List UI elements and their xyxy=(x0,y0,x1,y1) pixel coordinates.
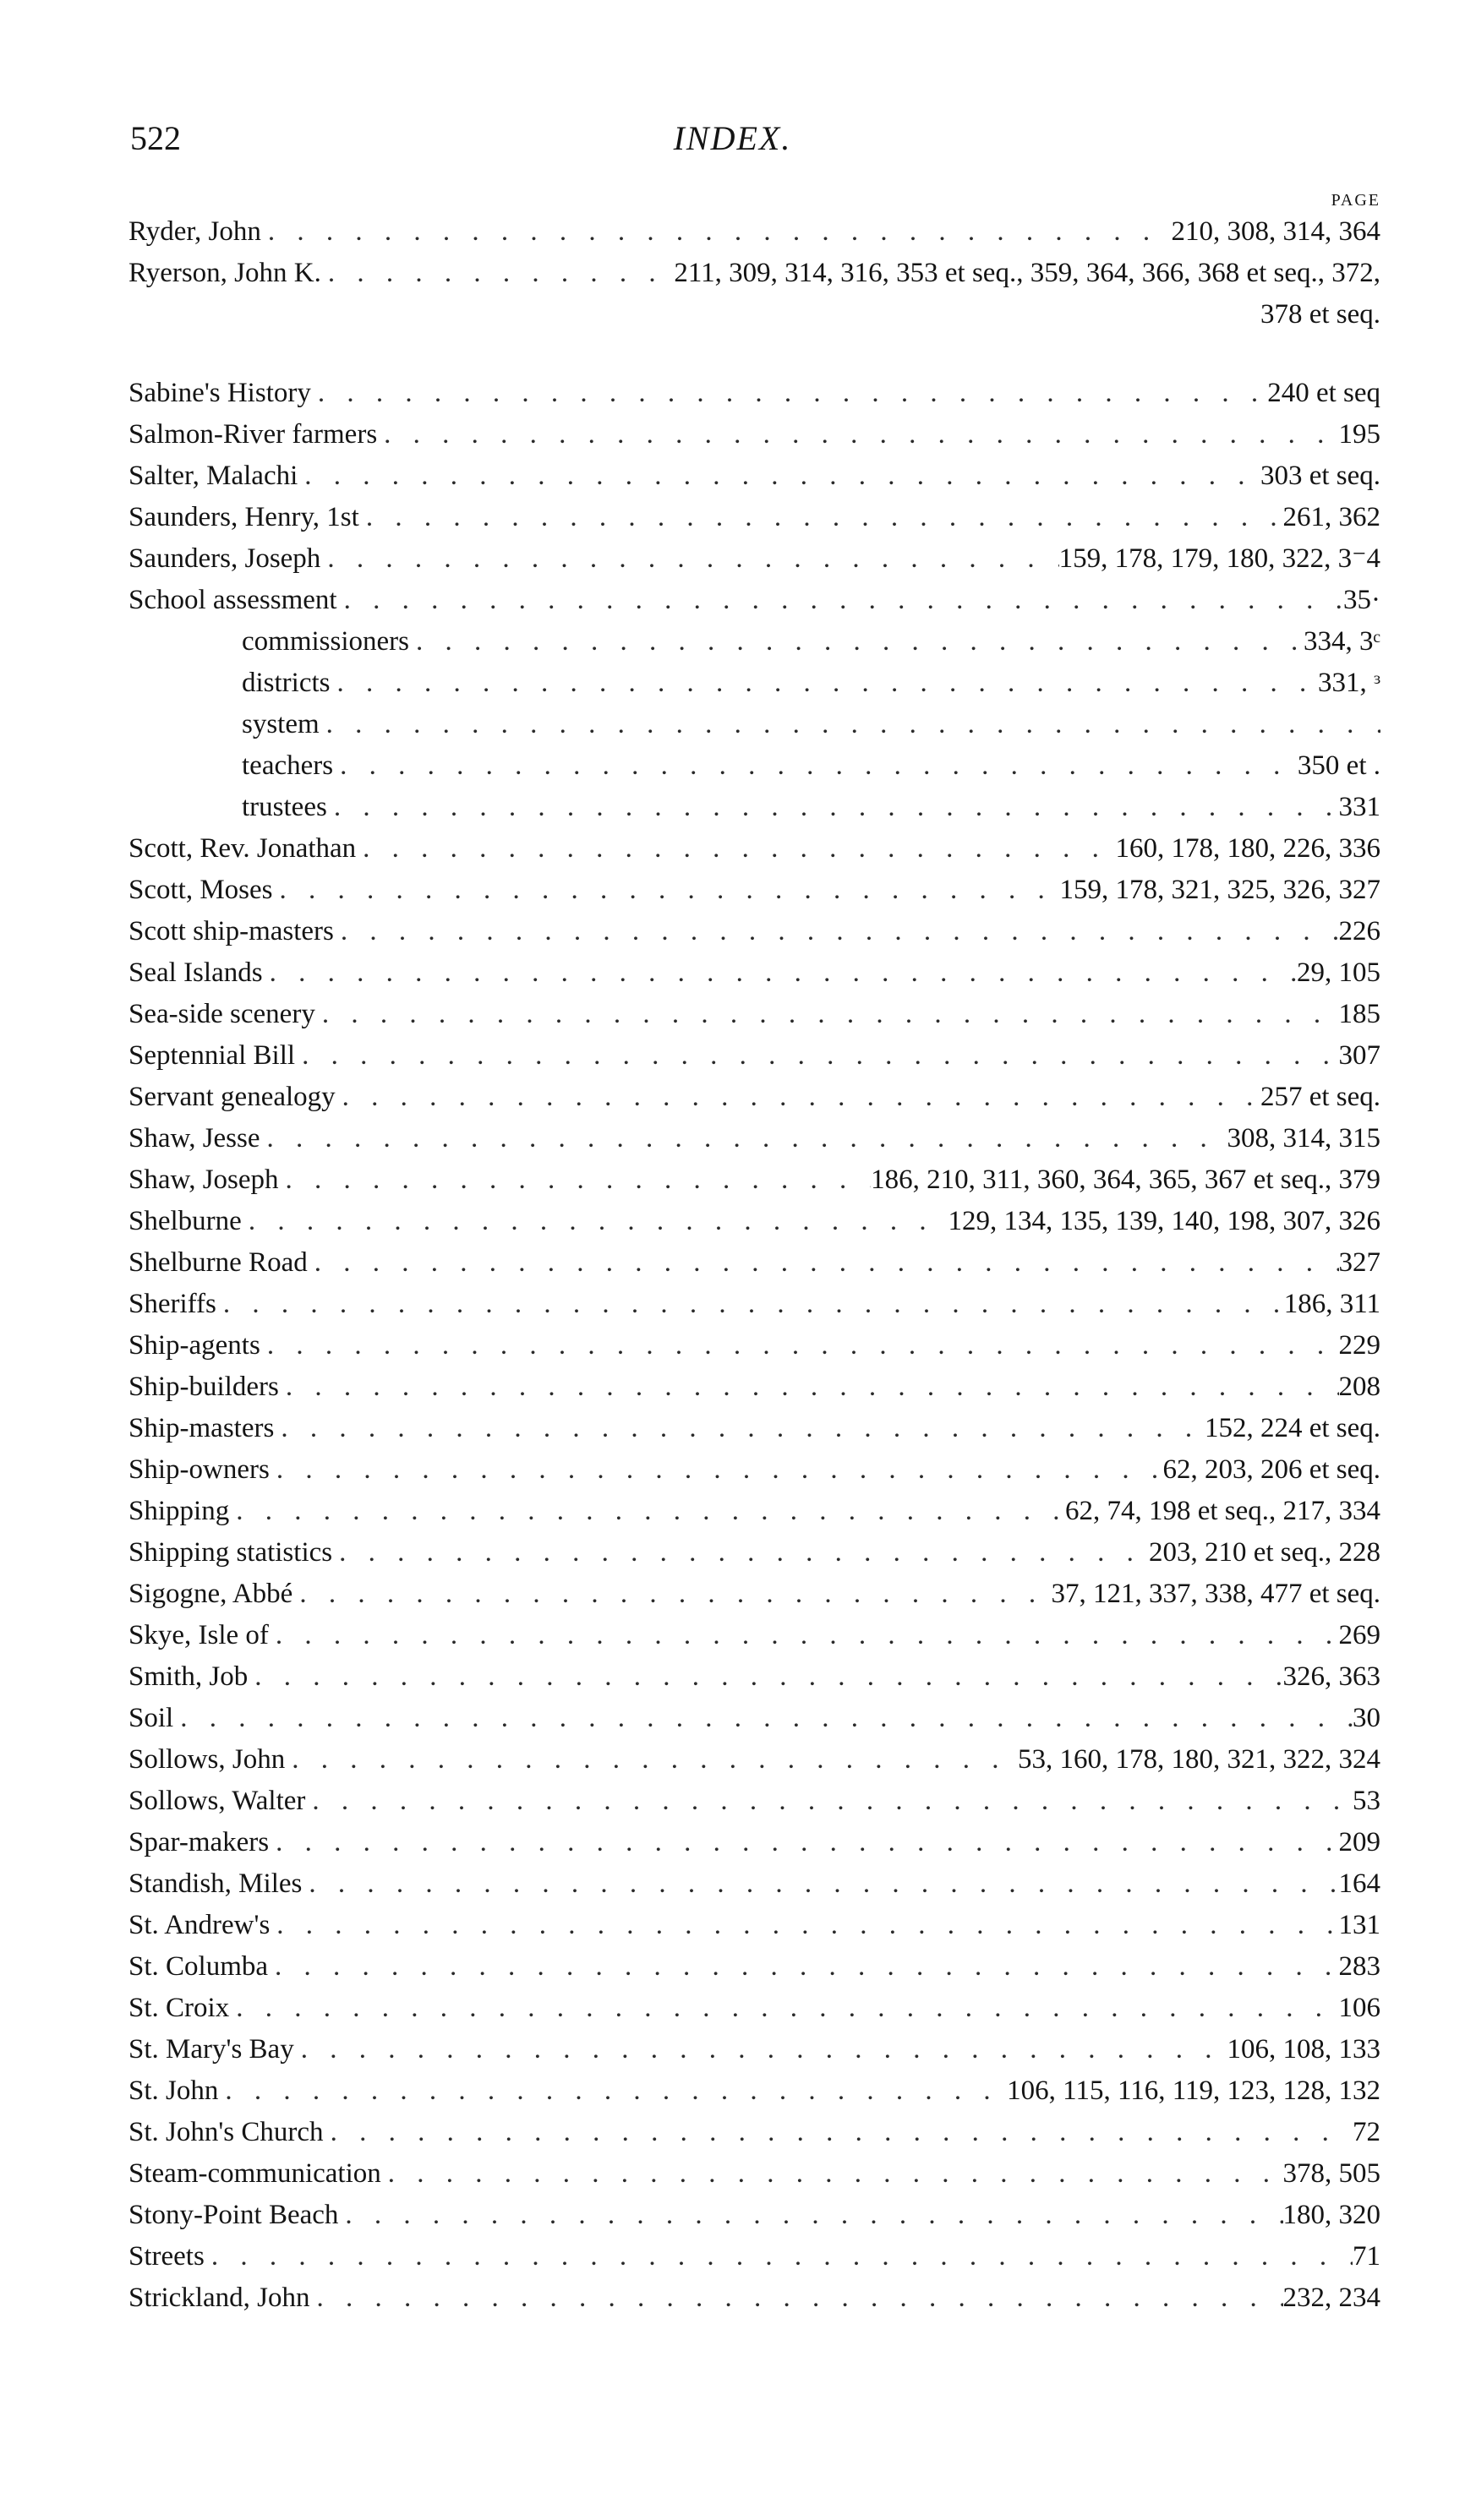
index-entry xyxy=(128,1449,1380,1491)
entry-term: Shipping statistics xyxy=(128,1537,333,1568)
entry-pages: 159, 178, 321, 325, 326, 327 xyxy=(1059,875,1380,905)
dot-leader xyxy=(279,1159,872,1201)
index-entry xyxy=(128,1781,1380,1822)
index-entry xyxy=(128,952,1380,994)
entry-pages: 229 xyxy=(1338,1330,1380,1361)
dot-leader xyxy=(216,1284,1284,1325)
entry-pages: 208 xyxy=(1338,1372,1380,1402)
running-head: INDEX. xyxy=(673,119,792,157)
entry-term: Ship-owners xyxy=(128,1454,270,1485)
index-entry xyxy=(128,911,1380,952)
index-entries xyxy=(128,211,1380,2319)
entry-pages: 62, 74, 198 et seq., 217, 334 xyxy=(1064,1496,1380,1526)
entry-pages: 35· xyxy=(1343,585,1380,615)
entry-term: commissioners xyxy=(242,626,409,657)
entry-pages: 37, 121, 337, 338, 477 et seq. xyxy=(1051,1579,1380,1609)
entry-term: St. Mary's Bay xyxy=(128,2034,294,2065)
index-entry xyxy=(128,1366,1380,1408)
entry-pages: 53 xyxy=(1353,1786,1380,1816)
dot-leader xyxy=(218,2070,1007,2112)
index-entry xyxy=(128,828,1380,870)
entry-pages: 152, 224 et seq. xyxy=(1204,1413,1380,1443)
entry-term: Sea-side scenery xyxy=(128,999,315,1029)
page-column-label: PAGE xyxy=(1331,191,1380,210)
entry-pages: 159, 178, 179, 180, 322, 3⁻4 xyxy=(1058,543,1380,574)
dot-leader xyxy=(332,1532,1149,1574)
index-entry xyxy=(128,1656,1380,1698)
entry-pages: 106 xyxy=(1338,1993,1380,2023)
index-entry xyxy=(128,1946,1380,1988)
entry-term: Ship-builders xyxy=(128,1372,279,1402)
dot-leader xyxy=(327,787,1339,828)
index-entry xyxy=(128,1905,1380,1946)
entry-pages: 106, 115, 116, 119, 123, 128, 132 xyxy=(1007,2075,1380,2106)
entry-pages: 261, 362 xyxy=(1282,502,1380,532)
index-entry xyxy=(128,538,1380,580)
entry-pages: 210, 308, 314, 364 xyxy=(1171,216,1380,247)
index-subentry xyxy=(128,704,1380,745)
index-entry xyxy=(128,373,1380,414)
page-number: 522 xyxy=(130,119,181,157)
entry-pages: 209 xyxy=(1338,1827,1380,1857)
entry-pages: 53, 160, 178, 180, 321, 322, 324 xyxy=(1018,1744,1380,1775)
index-entry xyxy=(128,2153,1380,2195)
dot-leader xyxy=(294,2029,1227,2070)
entry-pages: 331, ᶟ xyxy=(1318,668,1380,698)
index-entry xyxy=(128,870,1380,911)
entry-term: Steam-communication xyxy=(128,2158,381,2189)
entry-term: teachers xyxy=(242,750,334,781)
entry-term: Shaw, Jesse xyxy=(128,1123,260,1154)
entry-pages: 203, 210 et seq., 228 xyxy=(1148,1537,1380,1568)
dot-leader xyxy=(381,2153,1283,2195)
entry-term: Scott, Rev. Jonathan xyxy=(128,833,357,864)
dot-leader xyxy=(324,2112,1353,2153)
dot-leader xyxy=(315,994,1339,1035)
index-subentry xyxy=(128,663,1380,704)
entry-term: St. Andrew's xyxy=(128,1910,271,1940)
entry-term: Servant genealogy xyxy=(128,1082,336,1112)
index-entry xyxy=(128,2029,1380,2070)
index-entry xyxy=(128,2112,1380,2153)
entry-pages: 129, 134, 135, 139, 140, 198, 307, 326 xyxy=(948,1206,1380,1236)
index-entry xyxy=(128,1988,1380,2029)
entry-term: Seal Islands xyxy=(128,957,263,988)
entry-term: Shipping xyxy=(128,1496,230,1526)
index-entry xyxy=(128,211,1380,253)
dot-leader xyxy=(273,870,1060,911)
entry-term: Shaw, Joseph xyxy=(128,1165,279,1195)
dot-leader xyxy=(333,745,1298,787)
entry-pages: 180, 320 xyxy=(1282,2200,1380,2230)
dot-leader xyxy=(337,580,1343,621)
entry-pages: 131 xyxy=(1338,1910,1380,1940)
entry-term: Salmon-River farmers xyxy=(128,419,378,450)
entry-term: St. Columba xyxy=(128,1951,269,1982)
entry-pages: 240 et seq xyxy=(1267,378,1380,408)
entry-term: Ship-agents xyxy=(128,1330,260,1361)
entry-pages: 211, 309, 314, 316, 353 et seq., 359, 364, 366, 368 et seq., 372, xyxy=(674,258,1380,288)
index-subentry xyxy=(128,745,1380,787)
dot-leader xyxy=(260,1118,1227,1159)
dot-leader xyxy=(356,828,1115,870)
entry-pages: 283 xyxy=(1338,1951,1380,1982)
dot-leader xyxy=(298,455,1260,497)
entry-term: Sollows, Walter xyxy=(128,1786,306,1816)
dot-leader xyxy=(302,1863,1338,1905)
index-entry xyxy=(128,497,1380,538)
index-entry xyxy=(128,1863,1380,1905)
index-entry xyxy=(128,1077,1380,1118)
entry-pages: 232, 234 xyxy=(1282,2283,1380,2313)
dot-leader xyxy=(311,373,1267,414)
entry-pages: 185 xyxy=(1338,999,1380,1029)
entry-term: Ship-masters xyxy=(128,1413,275,1443)
entry-term: system xyxy=(242,709,320,739)
index-entry xyxy=(128,994,1380,1035)
dot-leader xyxy=(269,1615,1339,1656)
entry-term: Sigogne, Abbé xyxy=(128,1579,293,1609)
entry-term: Smith, Job xyxy=(128,1661,249,1692)
index-entry xyxy=(128,1532,1380,1574)
entry-term: Salter, Malachi xyxy=(128,461,298,491)
entry-term: Ryerson, John K. xyxy=(128,258,321,288)
index-entry xyxy=(128,1822,1380,1863)
dot-leader xyxy=(274,1408,1205,1449)
entry-term: Shelburne xyxy=(128,1206,242,1236)
entry-pages: 269 xyxy=(1338,1620,1380,1650)
dot-leader xyxy=(260,1325,1339,1366)
entry-term: Scott ship-masters xyxy=(128,916,334,946)
dot-leader xyxy=(331,663,1319,704)
index-entry xyxy=(128,1698,1380,1739)
entry-pages: 327 xyxy=(1338,1247,1380,1278)
dot-leader xyxy=(409,621,1304,663)
entry-pages: 308, 314, 315 xyxy=(1227,1123,1380,1154)
entry-pages: 334, 3ᶜ xyxy=(1304,626,1380,657)
dot-leader xyxy=(263,952,1297,994)
entry-term: Standish, Miles xyxy=(128,1868,303,1899)
dot-leader xyxy=(320,538,1058,580)
dot-leader xyxy=(295,1035,1338,1077)
entry-term: St. John's Church xyxy=(128,2117,324,2147)
entry-pages: 378, 505 xyxy=(1282,2158,1380,2189)
entry-term: trustees xyxy=(242,792,327,822)
entry-term: Streets xyxy=(128,2241,205,2272)
index-entry xyxy=(128,1035,1380,1077)
index-entry xyxy=(128,1159,1380,1201)
entry-pages: 326, 363 xyxy=(1282,1661,1380,1692)
entry-pages: 186, 210, 311, 360, 364, 365, 367 et seq., 379 xyxy=(871,1165,1380,1195)
index-entry xyxy=(128,1201,1380,1242)
entry-term: Soil xyxy=(128,1703,174,1733)
index-entry xyxy=(128,253,1380,294)
dot-leader xyxy=(269,1822,1338,1863)
entry-term: Strickland, John xyxy=(128,2283,310,2313)
index-entry xyxy=(128,1325,1380,1366)
index-entry xyxy=(128,2236,1380,2277)
dot-leader xyxy=(205,2236,1353,2277)
index-entry xyxy=(128,580,1380,621)
index-entry xyxy=(128,1242,1380,1284)
index-entry xyxy=(128,2195,1380,2236)
dot-leader xyxy=(334,911,1339,952)
dot-leader xyxy=(268,1946,1338,1988)
entry-term: districts xyxy=(242,668,331,698)
dot-leader xyxy=(242,1201,948,1242)
index-entry xyxy=(128,1118,1380,1159)
dot-leader xyxy=(305,1781,1353,1822)
entry-term: Shelburne Road xyxy=(128,1247,308,1278)
entry-pages: 307 xyxy=(1338,1040,1380,1071)
entry-pages: 72 xyxy=(1353,2117,1380,2147)
index-subentry xyxy=(128,621,1380,663)
entry-term: St. Croix xyxy=(128,1993,230,2023)
entry-term: Septennial Bill xyxy=(128,1040,296,1071)
dot-leader xyxy=(173,1698,1353,1739)
index-subentry xyxy=(128,787,1380,828)
dot-leader xyxy=(261,211,1172,253)
entry-pages: 257 et seq. xyxy=(1260,1082,1380,1112)
entry-term: Scott, Moses xyxy=(128,875,273,905)
index-entry xyxy=(128,1574,1380,1615)
entry-term: Saunders, Henry, 1st xyxy=(128,502,359,532)
dot-leader xyxy=(309,2277,1282,2319)
entry-pages: 303 et seq. xyxy=(1260,461,1380,491)
dot-leader xyxy=(359,497,1283,538)
index-entry xyxy=(128,1739,1380,1781)
index-entry xyxy=(128,2070,1380,2112)
entry-term: Saunders, Joseph xyxy=(128,543,321,574)
entry-continuation: 378 et seq. xyxy=(1260,299,1380,330)
entry-term: Sheriffs xyxy=(128,1289,216,1319)
dot-leader xyxy=(320,704,1380,745)
entry-term: Stony-Point Beach xyxy=(128,2200,339,2230)
dot-leader xyxy=(285,1739,1018,1781)
dot-leader xyxy=(377,414,1338,455)
dot-leader xyxy=(308,1242,1339,1284)
entry-pages: 164 xyxy=(1338,1868,1380,1899)
dot-leader xyxy=(229,1491,1065,1532)
entry-pages: 195 xyxy=(1338,419,1380,450)
index-entry xyxy=(128,1408,1380,1449)
entry-term: St. John xyxy=(128,2075,219,2106)
index-entry xyxy=(128,1615,1380,1656)
entry-pages: 350 et . xyxy=(1297,750,1380,781)
index-entry xyxy=(128,414,1380,455)
entry-term: Skye, Isle of xyxy=(128,1620,269,1650)
entry-pages: 29, 105 xyxy=(1297,957,1380,988)
dot-leader xyxy=(338,2195,1282,2236)
dot-leader xyxy=(279,1366,1339,1408)
entry-term: Spar-makers xyxy=(128,1827,270,1857)
entry-pages: 160, 178, 180, 226, 336 xyxy=(1115,833,1380,864)
dot-leader xyxy=(336,1077,1260,1118)
index-entry xyxy=(128,455,1380,497)
dot-leader xyxy=(321,253,675,294)
entry-pages: 331 xyxy=(1338,792,1380,822)
entry-term: Sollows, John xyxy=(128,1744,286,1775)
entry-pages: 186, 311 xyxy=(1283,1289,1380,1319)
entry-pages: 30 xyxy=(1353,1703,1380,1733)
entry-pages: 226 xyxy=(1338,916,1380,946)
entry-term: Ryder, John xyxy=(128,216,261,247)
dot-leader xyxy=(270,1449,1163,1491)
dot-leader xyxy=(229,1988,1338,2029)
entry-pages: 62, 203, 206 et seq. xyxy=(1162,1454,1380,1485)
entry-term: Sabine's History xyxy=(128,378,311,408)
entry-term: School assessment xyxy=(128,585,337,615)
dot-leader xyxy=(248,1656,1282,1698)
index-entry xyxy=(128,2277,1380,2319)
dot-leader xyxy=(292,1574,1051,1615)
entry-pages: 106, 108, 133 xyxy=(1227,2034,1380,2065)
entry-pages: 71 xyxy=(1353,2241,1380,2272)
dot-leader xyxy=(270,1905,1338,1946)
index-entry xyxy=(128,1491,1380,1532)
index-entry xyxy=(128,1284,1380,1325)
